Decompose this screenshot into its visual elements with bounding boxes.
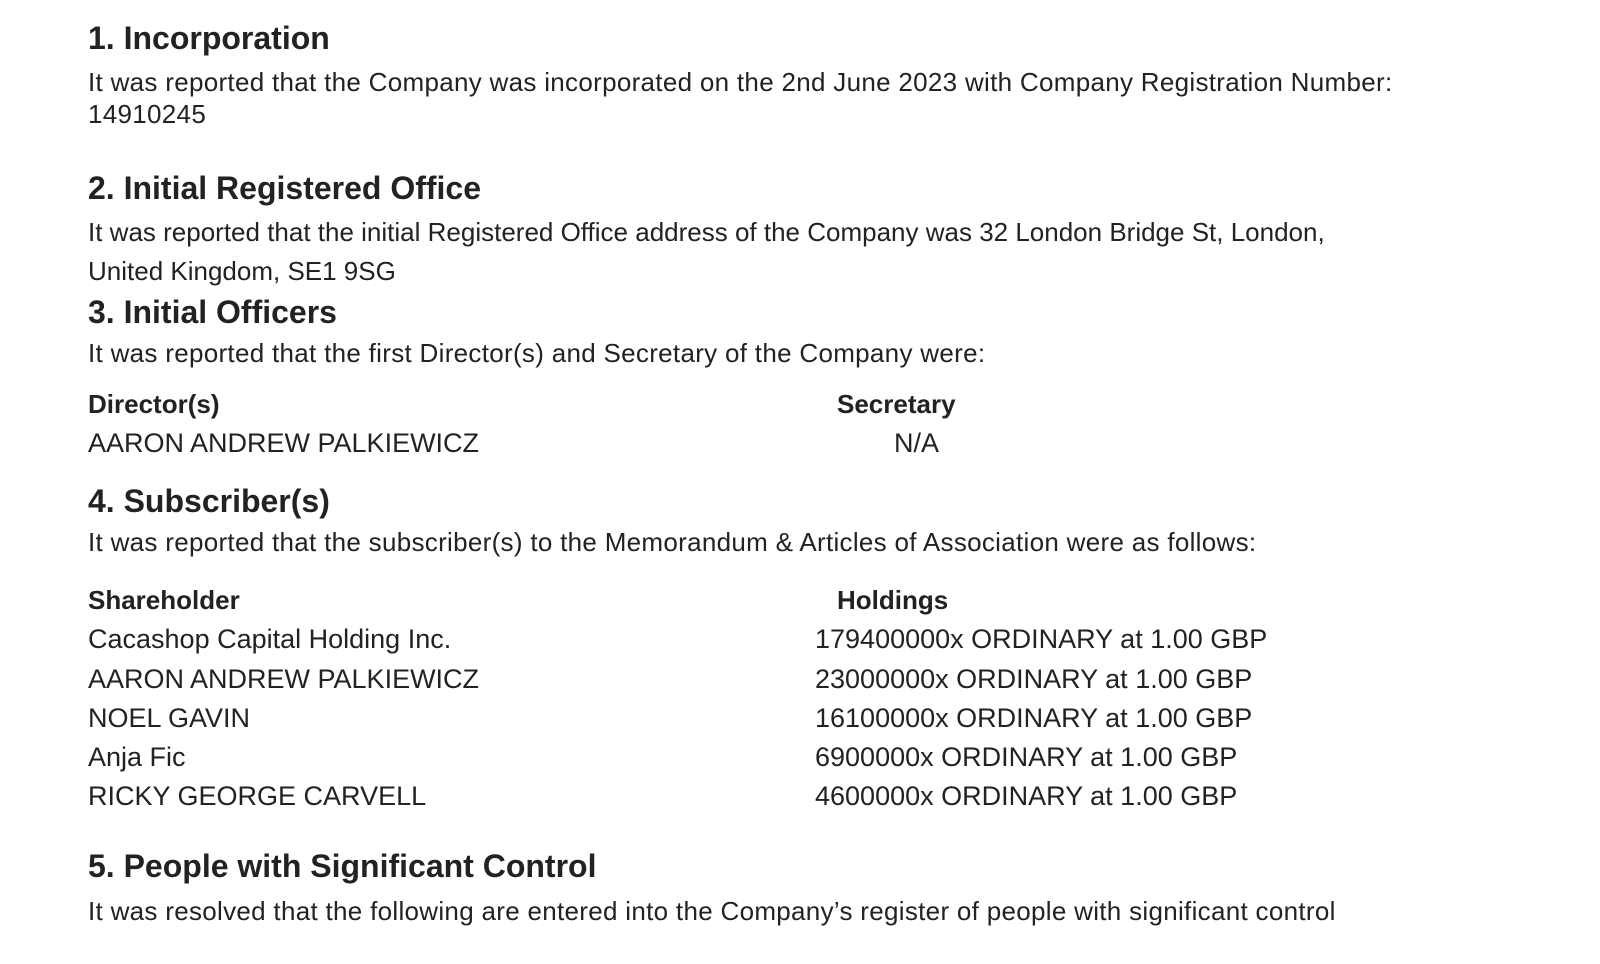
table-row-shareholder: NOEL GAVIN xyxy=(88,703,251,733)
table-row-shareholder: Anja Fic xyxy=(88,742,186,772)
section-heading-initial-officers: 3. Initial Officers xyxy=(88,294,337,330)
section-heading-subscribers: 4. Subscriber(s) xyxy=(88,483,330,519)
table-row-holdings: 179400000x ORDINARY at 1.00 GBP xyxy=(815,624,1268,654)
table-row-holdings: 4600000x ORDINARY at 1.00 GBP xyxy=(815,781,1238,811)
table-row-holdings: 6900000x ORDINARY at 1.00 GBP xyxy=(815,742,1238,772)
table-row-shareholder: AARON ANDREW PALKIEWICZ xyxy=(88,664,480,694)
table-row-holdings: 16100000x ORDINARY at 1.00 GBP xyxy=(815,703,1253,733)
section-heading-psc: 5. People with Significant Control xyxy=(88,848,597,884)
table-row-holdings: 23000000x ORDINARY at 1.00 GBP xyxy=(815,664,1253,694)
director-name: AARON ANDREW PALKIEWICZ xyxy=(88,428,480,458)
officers-intro-text: It was reported that the first Director(s) and Secretary of the Company were: xyxy=(88,338,986,368)
psc-intro-text: It was resolved that the following are entered into the Company’s register of people with significant control xyxy=(88,896,1336,926)
table-row-shareholder: Cacashop Capital Holding Inc. xyxy=(88,624,452,654)
incorporation-text-line-2: 14910245 xyxy=(88,99,207,129)
registered-office-text-line-1: It was reported that the initial Registered Office address of the Company was 32 London Bridge St, London, xyxy=(88,217,1325,247)
shareholder-column-header: Shareholder xyxy=(88,585,240,615)
section-heading-registered-office: 2. Initial Registered Office xyxy=(88,170,481,206)
secretary-value: N/A xyxy=(894,428,940,458)
secretary-column-header: Secretary xyxy=(837,389,956,419)
holdings-column-header: Holdings xyxy=(837,585,949,615)
table-row-shareholder: RICKY GEORGE CARVELL xyxy=(88,781,427,811)
subscribers-intro-text: It was reported that the subscriber(s) to the Memorandum & Articles of Association were as follows: xyxy=(88,527,1257,557)
section-heading-incorporation: 1. Incorporation xyxy=(88,20,330,56)
incorporation-text-line-1: It was reported that the Company was incorporated on the 2nd June 2023 with Company Registration Number: xyxy=(88,67,1393,97)
directors-column-header: Director(s) xyxy=(88,389,220,419)
registered-office-text-line-2: United Kingdom, SE1 9SG xyxy=(88,256,396,286)
